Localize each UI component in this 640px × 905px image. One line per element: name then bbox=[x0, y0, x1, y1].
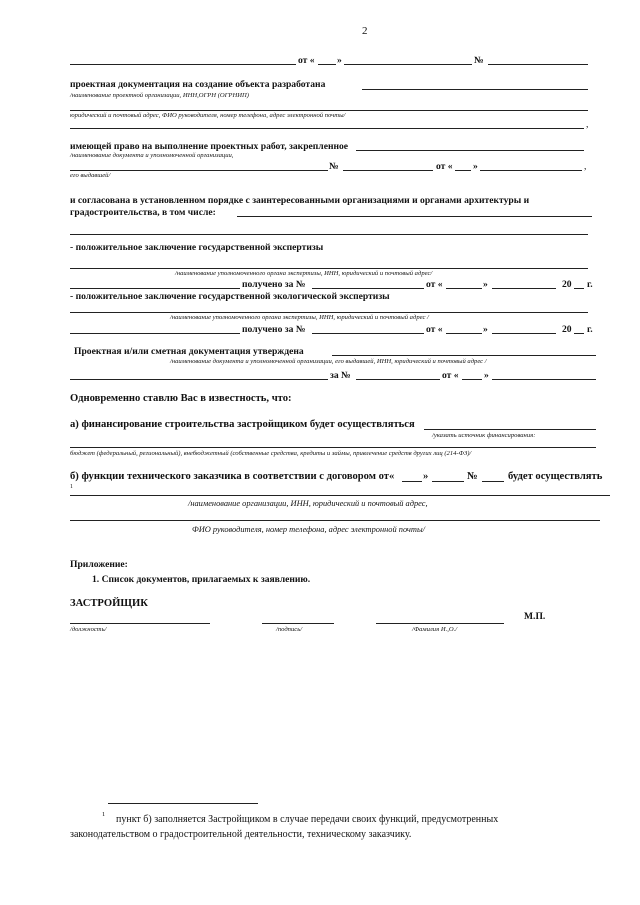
blank-line bbox=[70, 447, 596, 448]
caption-project-org: /наименование проектной организации, ИНН,ОГРН (ОГРНИП) bbox=[70, 92, 249, 99]
year-prefix: 20 bbox=[562, 279, 572, 290]
agreed-text-line2: градостроительства, в том числе: bbox=[70, 207, 216, 218]
blank-line bbox=[432, 481, 464, 482]
blank-line bbox=[446, 288, 482, 289]
caption-approval-doc: /наименование документа и уполномоченной организации, его выдавшей, ИНН, юридический и почтовый адрес / bbox=[170, 358, 487, 365]
page-number: 2 bbox=[362, 25, 368, 37]
eco-expertise-label: - положительное заключение государственной экологической экспертизы bbox=[70, 291, 390, 302]
blank-line bbox=[70, 234, 588, 235]
blank-line bbox=[237, 216, 592, 217]
blank-line bbox=[70, 288, 240, 289]
appendix-title: Приложение: bbox=[70, 559, 128, 570]
date-from-label: от « bbox=[426, 279, 443, 290]
right-label: имеющей право на выполнение проектных работ, закрепленное bbox=[70, 141, 349, 152]
name-line bbox=[376, 623, 504, 624]
blank-line bbox=[70, 379, 328, 380]
blank-line bbox=[492, 333, 556, 334]
quote-close: » bbox=[484, 370, 489, 381]
quote-close: » bbox=[337, 55, 342, 66]
caption-expertise-org: /наименование уполномоченного органа экспертизы, ИНН, юридический и почтовый адрес/ bbox=[175, 270, 433, 277]
blank-line bbox=[332, 355, 596, 356]
stamp-place-label: М.П. bbox=[524, 611, 546, 622]
number-sign: № bbox=[467, 471, 478, 482]
position-line bbox=[70, 623, 210, 624]
blank-line bbox=[70, 110, 588, 111]
date-from-label: от « bbox=[442, 370, 459, 381]
blank-line bbox=[362, 89, 588, 90]
caption-signature: /подпись/ bbox=[276, 626, 303, 633]
blank-line bbox=[424, 429, 596, 430]
year-suffix: г. bbox=[587, 324, 593, 335]
caption-issuer: его выдавшей/ bbox=[70, 172, 111, 179]
blank-line bbox=[574, 333, 584, 334]
blank-line bbox=[488, 64, 588, 65]
caption-customer-org: /наименование организации, ИНН, юридический и почтовый адрес, bbox=[188, 499, 428, 508]
blank-line bbox=[70, 495, 610, 496]
year-prefix: 20 bbox=[562, 324, 572, 335]
blank-line bbox=[70, 312, 588, 313]
blank-line bbox=[356, 150, 584, 151]
expertise-label: - положительное заключение государственной экспертизы bbox=[70, 242, 324, 253]
signature-line bbox=[262, 623, 334, 624]
blank-line bbox=[312, 333, 424, 334]
agreed-text-line1: и согласована в установленном порядке с заинтересованными организациями и органами архитектуры и bbox=[70, 195, 530, 206]
blank-line bbox=[344, 64, 472, 65]
approved-label: Проектная и/или сметная документация утверждена bbox=[74, 346, 304, 357]
quote-close: » bbox=[473, 161, 478, 172]
blank-line bbox=[70, 520, 600, 521]
footnote-text-line1: пункт б) заполняется Застройщиком в случае передачи своих функций, предусмотренных bbox=[116, 814, 499, 825]
blank-line bbox=[574, 288, 584, 289]
blank-line bbox=[462, 379, 482, 380]
blank-line bbox=[455, 170, 471, 171]
blank-line bbox=[70, 333, 240, 334]
financing-label: а) финансирование строительства застройщиком будет осуществляться bbox=[70, 419, 415, 430]
blank-line bbox=[70, 64, 296, 65]
footnote-separator bbox=[108, 803, 258, 804]
caption-financing-types: бюджет (федеральный, региональный), внебюджетный (собственные средства, кредиты и займы, привлечение средств других лиц (214-ФЗ)/ bbox=[70, 450, 472, 457]
caption-financing-source: /указать источник финансирования: bbox=[432, 432, 536, 439]
caption-document-org: /наименование документа и уполномоченной организации, bbox=[70, 152, 234, 159]
footnote-mark: 1 bbox=[102, 811, 106, 818]
quote-close: » bbox=[483, 279, 488, 290]
blank-line bbox=[492, 379, 596, 380]
footnote-text-line2: законодательством о градостроительной деятельности, техническому заказчику. bbox=[70, 829, 412, 840]
caption-customer-contacts: ФИО руководителя, номер телефона, адрес электронной почты/ bbox=[192, 525, 425, 534]
number-sign: № bbox=[474, 55, 484, 66]
date-from-label: от « bbox=[298, 55, 315, 66]
project-doc-label: проектная документация на создание объекта разработана bbox=[70, 79, 326, 90]
received-label: получено за № bbox=[242, 279, 306, 290]
date-from-label: от « bbox=[436, 161, 453, 172]
notice-heading: Одновременно ставлю Вас в известность, что: bbox=[70, 393, 292, 404]
blank-line bbox=[480, 170, 582, 171]
quote-close: » bbox=[483, 324, 488, 335]
caption-contacts: юридический и почтовый адрес, ФИО руководителя, номер телефона, адрес электронной почты/ bbox=[70, 112, 346, 119]
blank-line bbox=[356, 379, 440, 380]
developer-title: ЗАСТРОЙЩИК bbox=[70, 598, 148, 609]
quote-close: » bbox=[423, 471, 429, 482]
blank-line bbox=[343, 170, 433, 171]
number-label: за № bbox=[330, 370, 351, 381]
blank-line bbox=[446, 333, 482, 334]
line-end-comma: , bbox=[584, 161, 587, 172]
blank-line bbox=[318, 64, 336, 65]
line-end-comma: , bbox=[586, 119, 589, 130]
blank-line bbox=[482, 481, 504, 482]
blank-line bbox=[70, 268, 588, 269]
date-from-label: от « bbox=[426, 324, 443, 335]
caption-eco-org: /наименование уполномоченного органа экспертизы, ИНН, юридический и почтовый адрес / bbox=[170, 314, 429, 321]
appendix-item: 1. Список документов, прилагаемых к заявлению. bbox=[92, 574, 311, 585]
caption-full-name: /Фамилия И.,О./ bbox=[412, 626, 458, 633]
blank-line bbox=[70, 170, 328, 171]
customer-suffix: будет осуществлять bbox=[508, 471, 603, 482]
year-suffix: г. bbox=[587, 279, 593, 290]
blank-line bbox=[492, 288, 556, 289]
blank-line bbox=[402, 481, 422, 482]
blank-line bbox=[312, 288, 424, 289]
received-label: получено за № bbox=[242, 324, 306, 335]
blank-line bbox=[70, 128, 584, 129]
caption-position: /должность/ bbox=[70, 626, 107, 633]
number-sign: № bbox=[329, 161, 339, 172]
customer-label: б) функции технического заказчика в соответствии с договором от« bbox=[70, 471, 395, 482]
footnote-reference: 1 bbox=[70, 484, 73, 490]
